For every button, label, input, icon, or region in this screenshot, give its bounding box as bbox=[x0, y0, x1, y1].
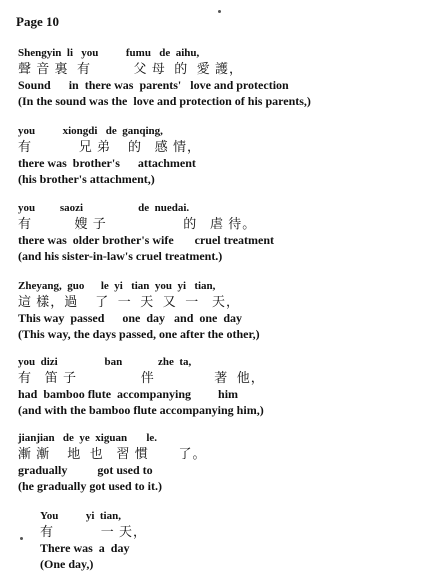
pinyin-line: you xiongdi de ganqing, bbox=[18, 125, 163, 137]
hanzi-line: 有 笛 子 伴 著 他， bbox=[18, 370, 265, 385]
hanzi-line: 這 樣，過 了 一 天 又 一 天， bbox=[18, 294, 241, 309]
stanza-6 bbox=[18, 431, 418, 494]
translation-line: (One day,) bbox=[40, 557, 94, 571]
pinyin-line: Zheyang, guo le yi tian you yi tian, bbox=[18, 280, 216, 292]
gloss-line: had bamboo flute accompanying him bbox=[18, 387, 239, 401]
pinyin-line: Shengyin li you fumu de aihu, bbox=[18, 47, 200, 59]
pinyin-line: you saozi de nuedai. bbox=[18, 202, 190, 214]
hanzi-line: 聲 音 裏 有 父 母 的 愛 護， bbox=[18, 61, 244, 76]
hanzi-line: 漸 漸 地 也 習 慣 了。 bbox=[18, 446, 207, 461]
gloss-line: There was a day bbox=[40, 541, 130, 555]
gloss-line: gradually got used to bbox=[18, 463, 153, 477]
page-header: Page 10 bbox=[16, 14, 59, 29]
stanza-7 bbox=[40, 509, 425, 572]
gloss-line: Sound in there was parents' love and protection bbox=[18, 78, 289, 92]
gloss-line: there was older brother's wife cruel treatment bbox=[18, 233, 275, 247]
translation-line: (and with the bamboo flute accompanying him,) bbox=[18, 403, 264, 417]
pinyin-line: You yi tian, bbox=[40, 510, 121, 522]
hanzi-line: 有 兄 弟 的 感 情， bbox=[18, 139, 202, 154]
translation-line: (This way, the days passed, one after the other,) bbox=[18, 327, 260, 341]
scan-speck bbox=[20, 537, 23, 540]
stanza-2 bbox=[18, 124, 418, 187]
translation-line: (and his sister-in-law's cruel treatment.) bbox=[18, 249, 223, 263]
pinyin-line: you dizi ban zhe ta, bbox=[18, 356, 192, 368]
stanza-5 bbox=[18, 355, 418, 418]
pinyin-line: jianjian de ye xiguan le. bbox=[18, 432, 158, 444]
scan-speck bbox=[218, 10, 221, 13]
hanzi-line: 有 一 天， bbox=[40, 524, 148, 539]
stanza-4 bbox=[18, 279, 418, 342]
stanza-1 bbox=[18, 46, 418, 109]
translation-line: (his brother's attachment,) bbox=[18, 172, 155, 186]
gloss-line: This way passed one day and one day bbox=[18, 311, 243, 325]
hanzi-line: 有 嫂 子 的 虐 待。 bbox=[18, 216, 257, 231]
stanza-3 bbox=[18, 201, 418, 264]
translation-line: (In the sound was the love and protection of his parents,) bbox=[18, 94, 311, 108]
translation-line: (he gradually got used to it.) bbox=[18, 479, 162, 493]
gloss-line: there was brother's attachment bbox=[18, 156, 196, 170]
